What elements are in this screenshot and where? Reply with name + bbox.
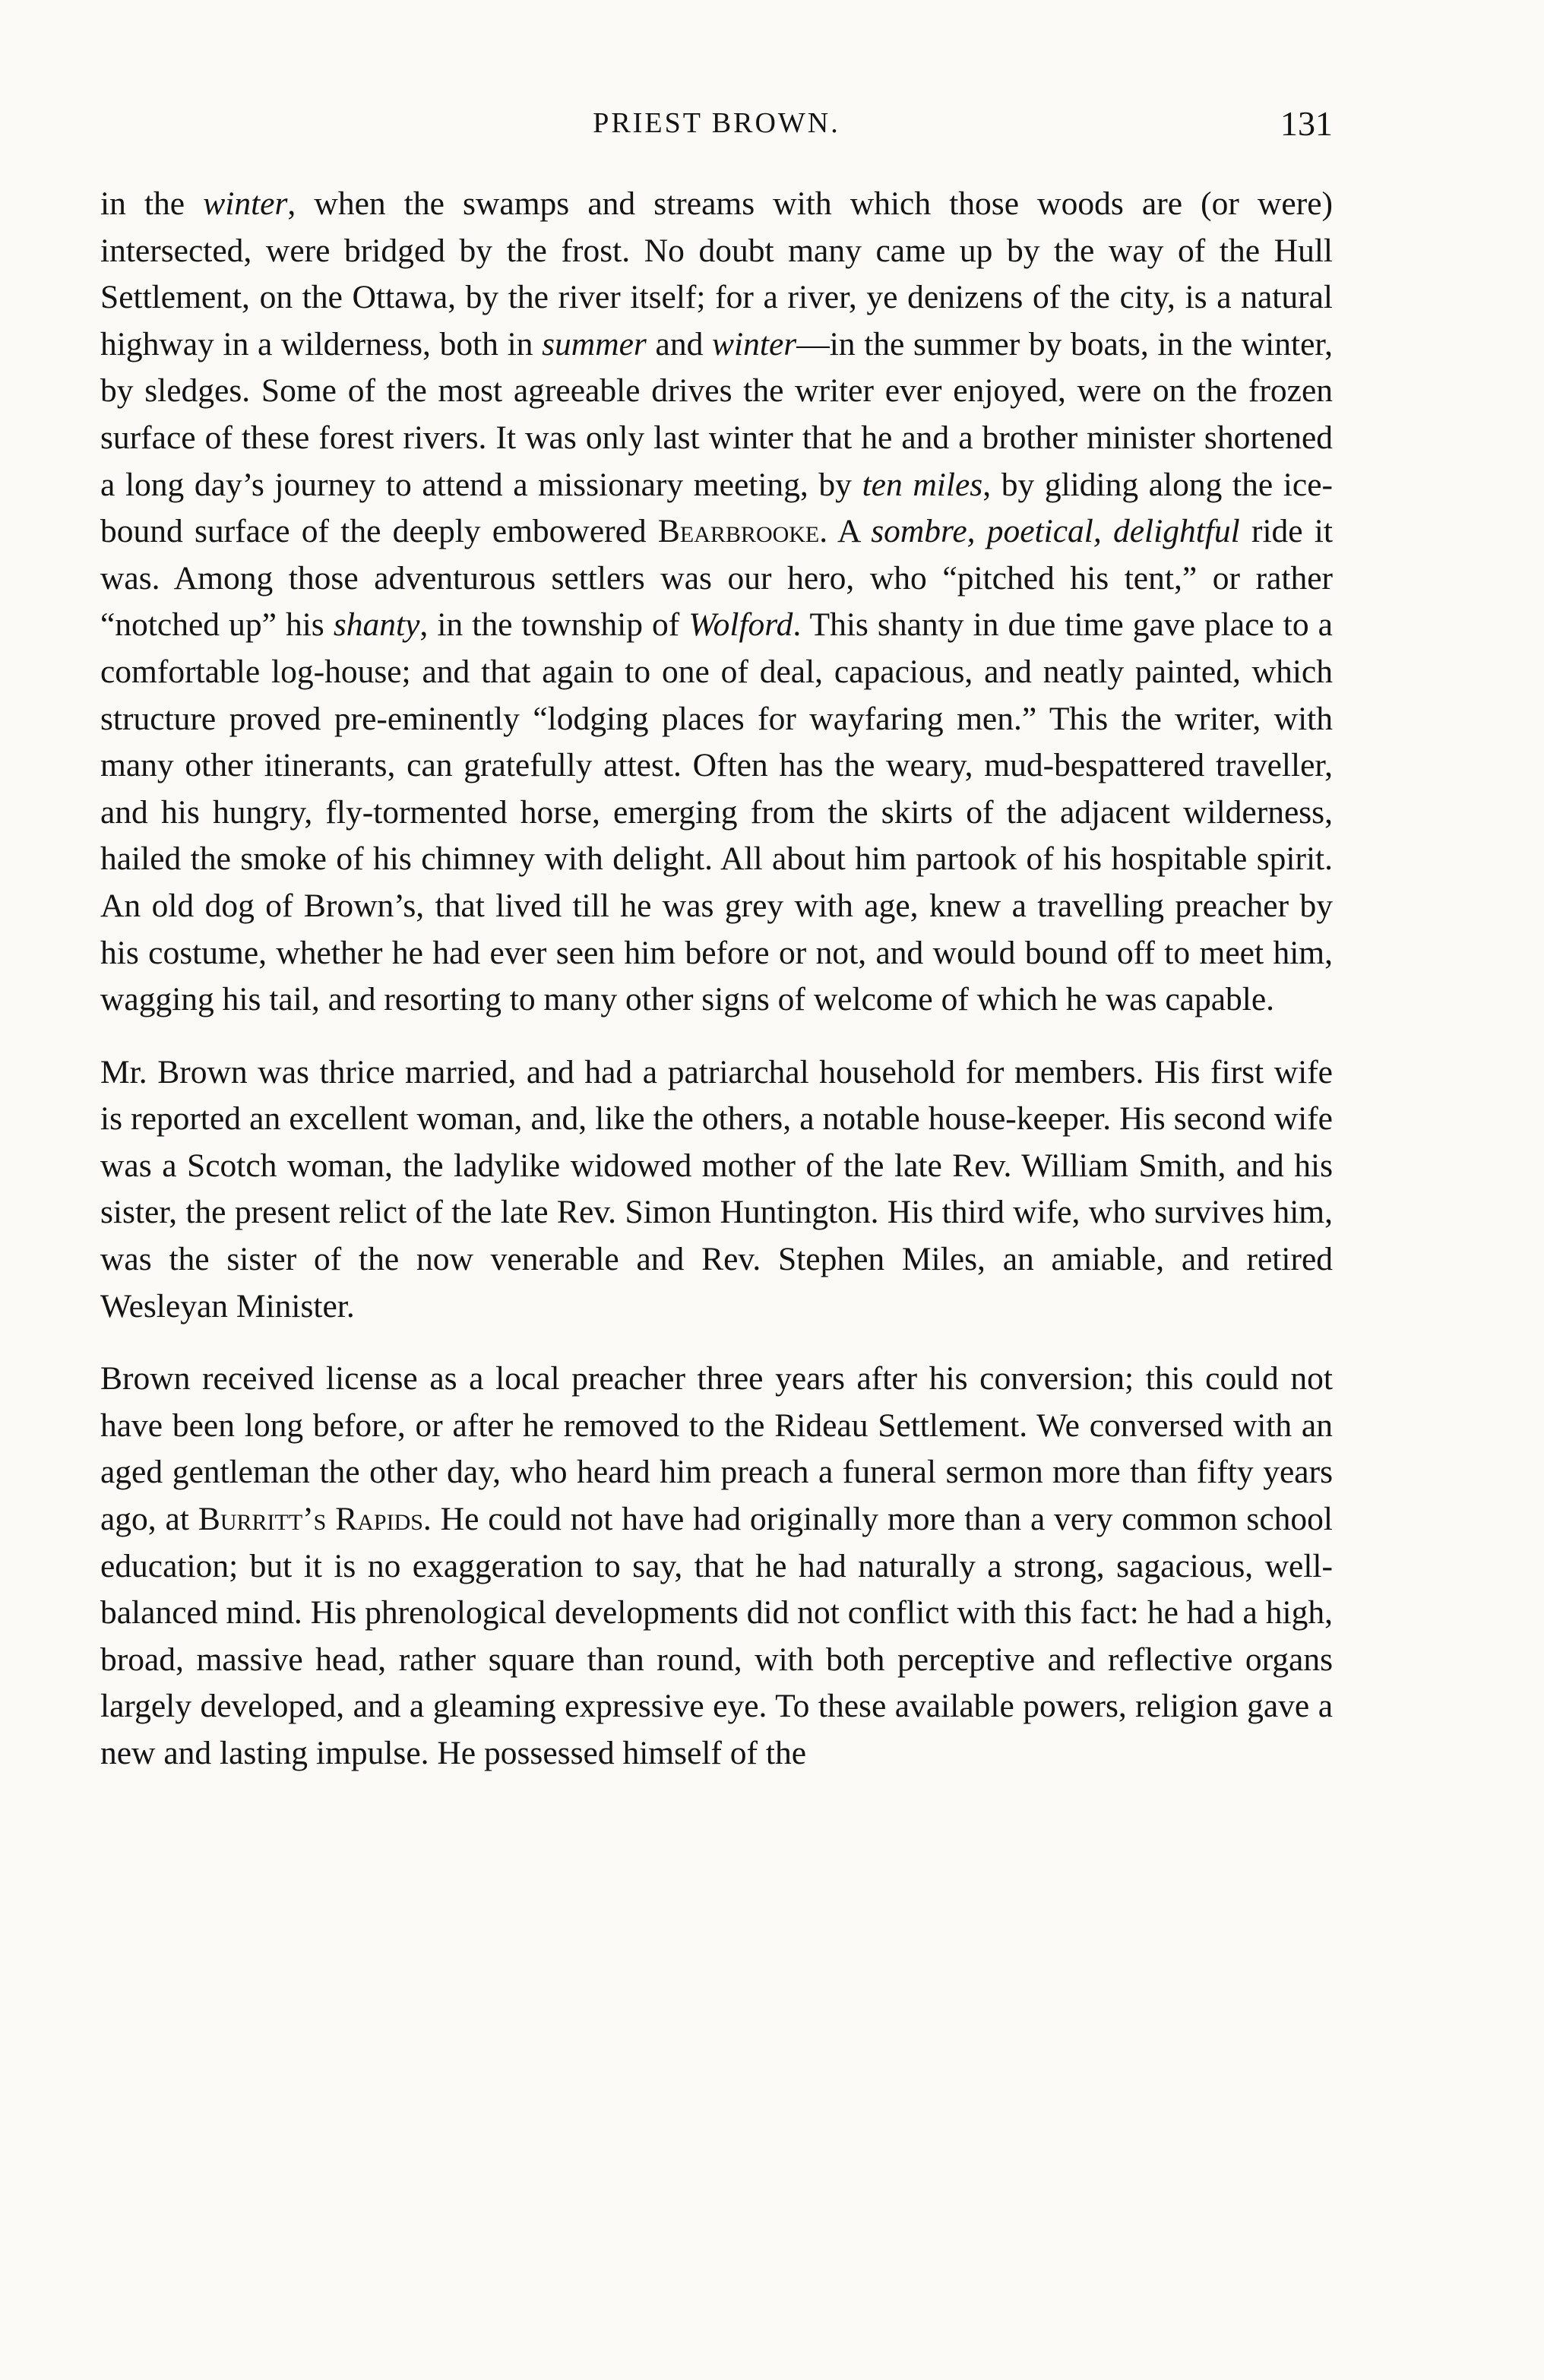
text-run: —in the summer by boats, in the winter, by sledges. Some of the most agreeable drives the writer ever enjoyed, were on the frozen surface of these forest rivers. It was only last winter that he and a brother minister shortened a long day’s journey to attend a missionary meeting, by — [100, 325, 1334, 503]
italic-run: winter — [712, 325, 797, 362]
text-run: Brown received license as a local preacher three years after his conversion; this could not have been long before, or after he removed to the Rideau Settlement. We conversed with an aged gentleman the other day, who heard him preach a funeral sermon more than fifty years ago, at — [100, 1360, 1333, 1538]
text-run: , by gliding along the ice-bound surface of the deeply embowered — [100, 466, 1333, 550]
paragraph-3 — [100, 1356, 1333, 1777]
running-head — [100, 106, 1333, 161]
text-run: . He could not have had originally more than a very common school education; but it is no exaggeration to say, that he had naturally a strong, sagacious, well-balanced mind. His phrenological developments did not conflict with this fact: he had a high, broad, massive head, rather square than round, with both perceptive and reflective organs largely developed, and a gleaming expressive eye. To these available powers, religion gave a new and lasting impulse. He possessed himself of the — [100, 1501, 1333, 1771]
paragraph-1 — [100, 181, 1333, 1024]
text-run: . This shanty in due time gave place to a comfortable log-house; and that again to one of deal, capacious, and neatly painted, which structure proved pre-eminently “lodging places for wayfaring men.” This the writer, with many other itinerants, can gratefully attest. Often has the weary, mud-bespattered traveller, and his hungry, fly-tormented horse, emerging from the skirts of the adjacent wilderness, hailed the smoke of his chimney with delight. All about him partook of his hospitable spirit. An old dog of Brown’s, that lived till he was grey with age, knew a travelling preacher by his costume, whether he had ever seen him before or not, and would bound off to meet him, wagging his tail, and resorting to many other signs of welcome of which he was capable. — [100, 606, 1333, 1018]
book-page — [100, 106, 1333, 1777]
italic-run: winter — [203, 185, 288, 222]
italic-run: shanty — [333, 606, 420, 644]
text-run: . A — [819, 513, 872, 550]
text-run: in the — [100, 185, 204, 222]
text-run: ride it was. Among those adventurous settlers was our hero, who “pitched his tent,” or rather “notched up” his — [100, 513, 1333, 644]
italic-run: summer — [542, 325, 647, 362]
small-caps-run: Burritt’s Rapids — [198, 1501, 423, 1538]
running-title: PRIEST BROWN. — [593, 107, 840, 139]
text-run: Mr. Brown was thrice married, and had a patriarchal household for members. His first wife is reported an excellent woman, and, like the others, a notable house-keeper. His second wife was a Scotch woman, the ladylike widowed mother of the late Rev. William Smith, and his sister, the present relict of the late Rev. Simon Huntington. His third wife, who survives him, was the sister of the now venerable and Rev. Stephen Miles, an amiable, and retired Wesleyan Minister. — [100, 1053, 1333, 1325]
paragraph-2 — [100, 1049, 1333, 1331]
page-number: 131 — [1280, 104, 1333, 143]
body-text — [100, 181, 1333, 1777]
italic-run: ten miles — [862, 466, 983, 503]
small-caps-run: Bearbrooke — [657, 513, 820, 550]
text-run: , in the township of — [419, 606, 689, 644]
italic-run: sombre, poetical, delightful — [871, 513, 1240, 550]
italic-run: Wolford — [688, 606, 793, 644]
text-run: and — [646, 325, 713, 362]
text-run: , when the swamps and streams with which those woods are (or were) intersected, were bridged by the frost. No doubt many came up by the way of the Hull Settlement, on the Ottawa, by the river itself; for a river, ye denizens of the city, is a natural highway in a wilderness, both in — [100, 185, 1333, 362]
